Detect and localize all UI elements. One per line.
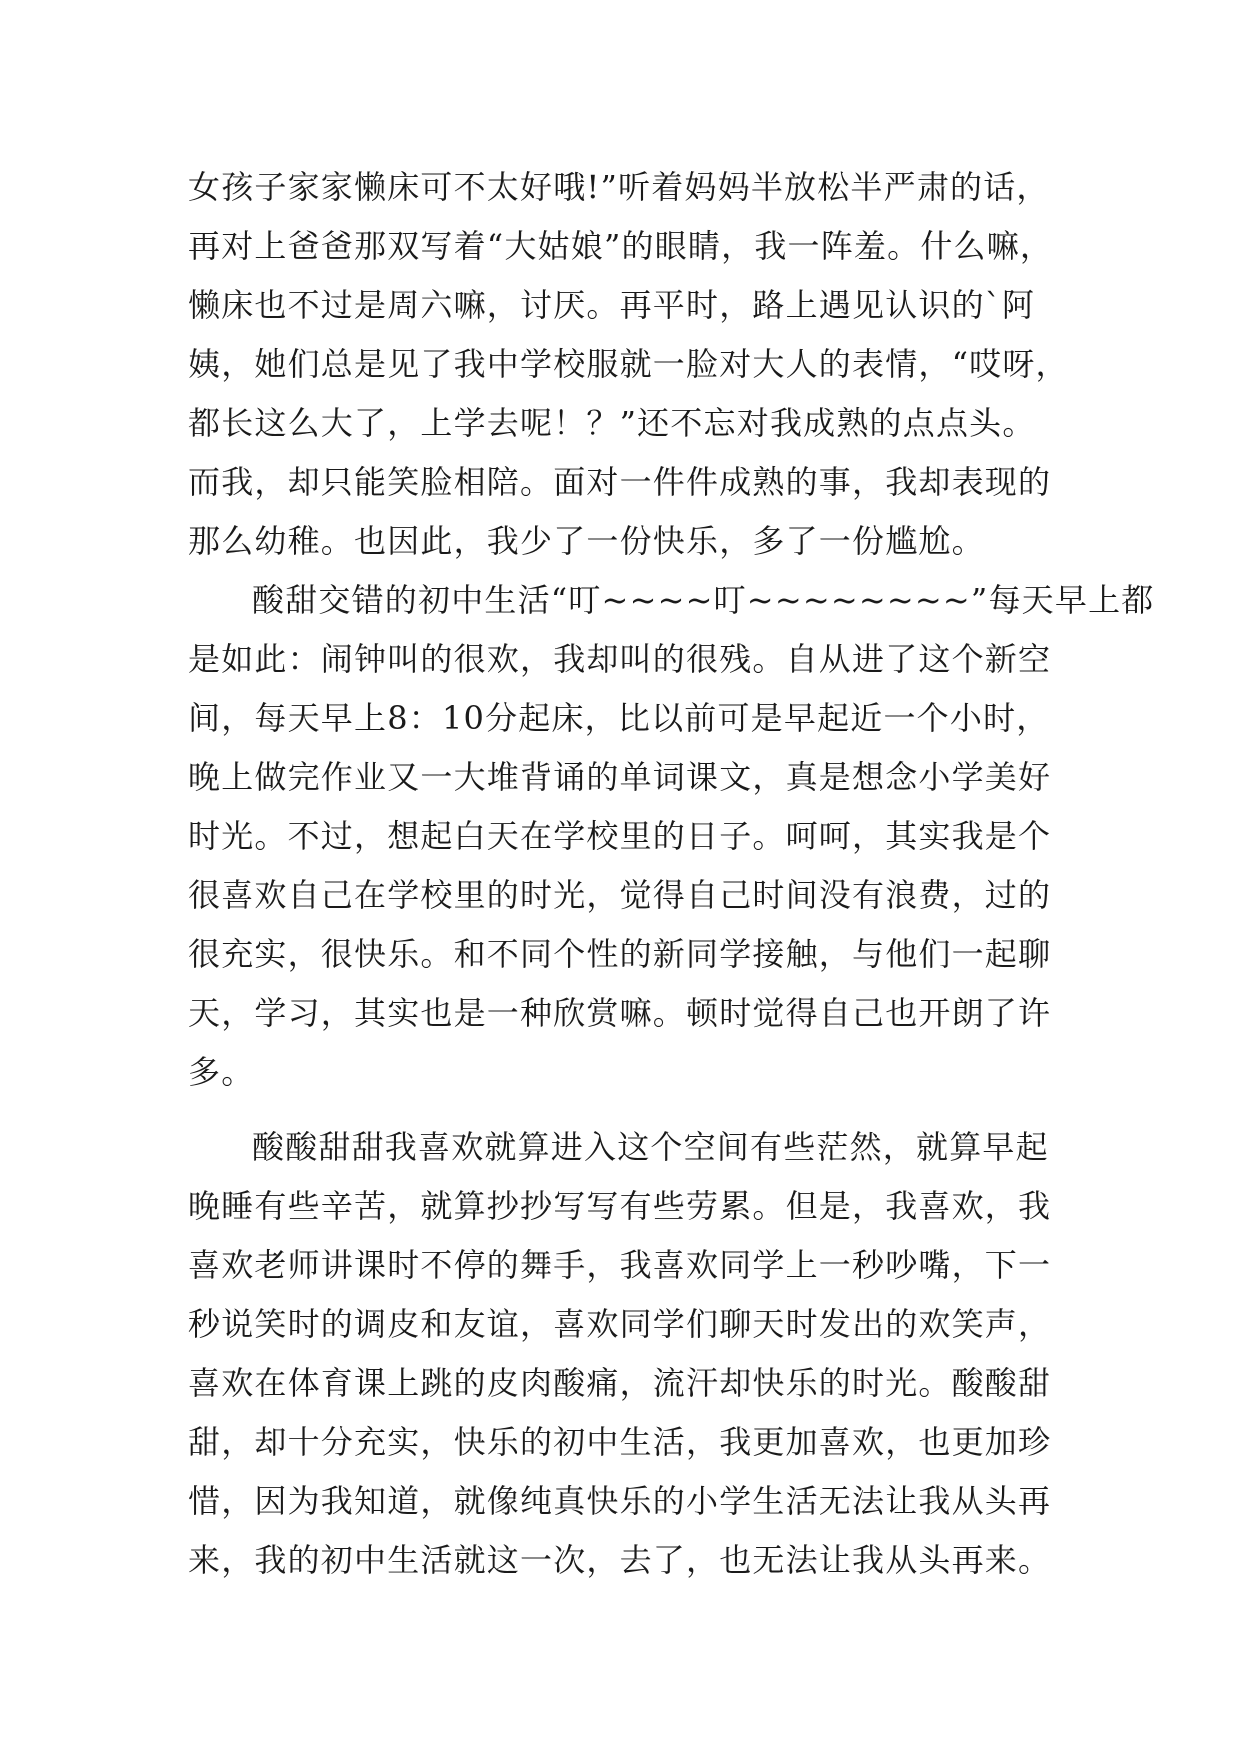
text-line: 时光。不过，想起白天在学校里的日子。呵呵，其实我是个 — [188, 817, 1052, 855]
text-line: 晚睡有些辛苦，就算抄抄写写有些劳累。但是，我喜欢，我 — [188, 1187, 1052, 1225]
text-line: 喜欢在体育课上跳的皮肉酸痛，流汗却快乐的时光。酸酸甜 — [188, 1364, 1052, 1402]
text-line: 女孩子家家懒床可不太好哦!”听着妈妈半放松半严肃的话， — [188, 168, 1050, 206]
text-line: 间，每天早上8：10分起床，比以前可是早起近一个小时， — [188, 699, 1050, 737]
text-line: 喜欢老师讲课时不停的舞手，我喜欢同学上一秒吵嘴，下一 — [188, 1246, 1052, 1284]
text-line: 姨，她们总是见了我中学校服就一脸对大人的表情，“哎呀， — [188, 345, 1069, 383]
essay-body — [188, 158, 1155, 1590]
text-line: 很充实，很快乐。和不同个性的新同学接触，与他们一起聊 — [188, 935, 1052, 973]
text-line: 惜，因为我知道，就像纯真快乐的小学生活无法让我从头再 — [188, 1482, 1052, 1520]
text-line: 是如此：闹钟叫的很欢，我却叫的很残。自从进了这个新空 — [188, 640, 1052, 678]
text-line: 多。 — [188, 1053, 255, 1091]
text-line: 那么幼稚。也因此，我少了一份快乐，多了一份尴尬。 — [188, 522, 985, 560]
text-line: 很喜欢自己在学校里的时光，觉得自己时间没有浪费，过的 — [188, 876, 1052, 914]
text-line: 秒说笑时的调皮和友谊，喜欢同学们聊天时发出的欢笑声， — [188, 1305, 1052, 1343]
text-line: 天，学习，其实也是一种欣赏嘛。顿时觉得自己也开朗了许 — [188, 994, 1052, 1032]
text-line: 晚上做完作业又一大堆背诵的单词课文，真是想念小学美好 — [188, 758, 1052, 796]
text-line: 再对上爸爸那双写着“大姑娘”的眼睛，我一阵羞。什么嘛， — [188, 227, 1054, 265]
text-line: 而我，却只能笑脸相陪。面对一件件成熟的事，我却表现的 — [188, 463, 1052, 501]
paragraph-start-line: 酸酸甜甜我喜欢就算进入这个空间有些茫然，就算早起 — [252, 1128, 1049, 1166]
paragraph-start-line: 酸甜交错的初中生活“叮~~~~叮~~~~~~~~”每天早上都 — [252, 581, 1155, 619]
text-line: 懒床也不过是周六嘛，讨厌。再平时，路上遇见认识的`阿 — [188, 286, 1036, 324]
text-line: 甜，却十分充实，快乐的初中生活，我更加喜欢，也更加珍 — [188, 1423, 1052, 1461]
text-line: 来，我的初中生活就这一次，去了，也无法让我从头再来。 — [188, 1541, 1052, 1579]
text-line: 都长这么大了，上学去呢！？”还不忘对我成熟的点点头。 — [188, 404, 1036, 442]
